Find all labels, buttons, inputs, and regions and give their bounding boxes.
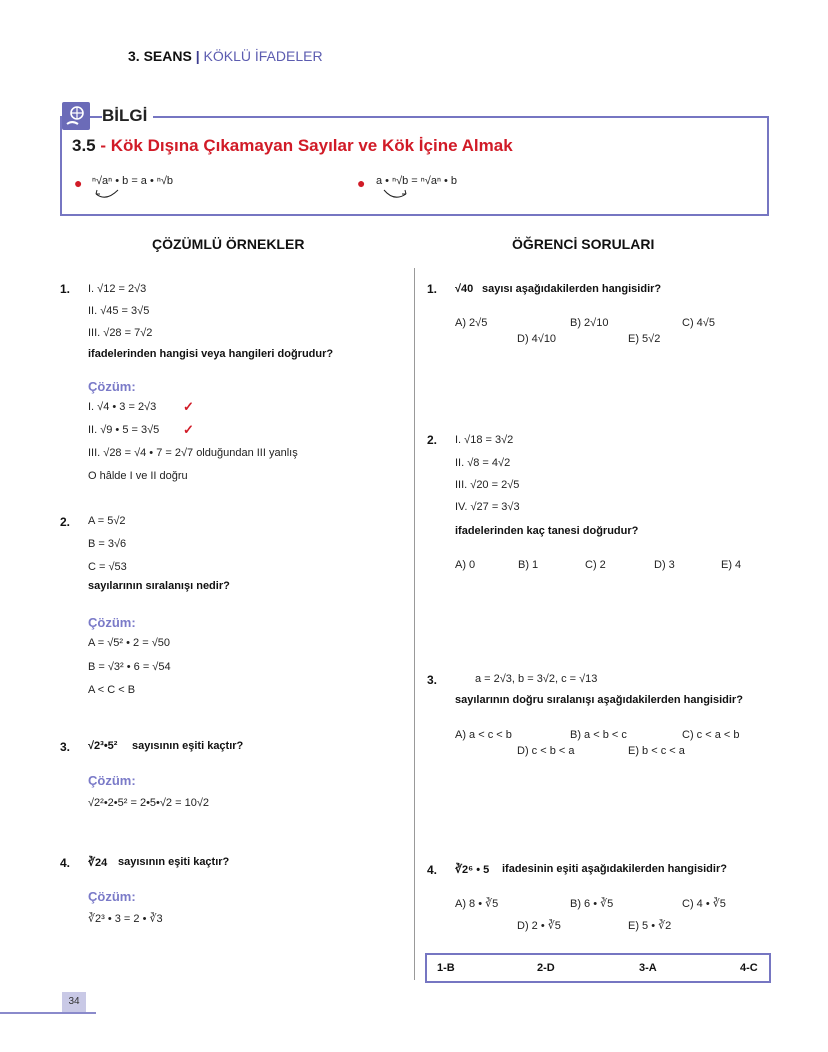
question-text: ifadelerinden hangisi veya hangileri doğrudur?: [88, 348, 334, 360]
answer-item: 2-D: [537, 962, 555, 974]
answer-item: 1-B: [437, 962, 455, 974]
statement: II. √8 = 4√2: [455, 457, 511, 469]
page-header: [128, 48, 323, 64]
info-globe-icon: [62, 102, 90, 130]
statement: I. √12 = 2√3: [88, 283, 147, 295]
solution-line: A = √5² • 2 = √50: [88, 637, 170, 649]
option-a[interactable]: A) a < c < b: [455, 729, 512, 741]
bullet-icon: ●: [74, 175, 83, 191]
question-number: 3.: [427, 673, 438, 687]
solution-line: √2²•2•5² = 2•5•√2 = 10√2: [88, 797, 209, 809]
solution-label: Çözüm:: [88, 615, 136, 630]
question-number: 1.: [427, 282, 438, 296]
statement: III. √28 = 7√2: [88, 327, 153, 339]
page-number: 34: [62, 992, 86, 1012]
option-e[interactable]: E) 4: [721, 559, 742, 571]
statement: II. √45 = 3√5: [88, 305, 150, 317]
statement: III. √20 = 2√5: [455, 479, 520, 491]
option-e[interactable]: E) b < c < a: [628, 745, 685, 757]
expression: √40: [455, 283, 474, 295]
statement: IV. √27 = 3√3: [455, 501, 520, 513]
option-c[interactable]: C) 2: [585, 559, 606, 571]
question-text: ifadelerinden kaç tanesi doğrudur?: [455, 525, 639, 537]
option-b[interactable]: B) a < b < c: [570, 729, 627, 741]
statement: A = 5√2: [88, 515, 126, 527]
question-text: sayılarının sıralanışı nedir?: [88, 580, 230, 592]
option-d[interactable]: D) 3: [654, 559, 675, 571]
question-text: sayısı aşağıdakilerden hangisidir?: [482, 283, 662, 295]
question-text: sayılarının doğru sıralanışı aşağıdakilerden hangisidir?: [455, 694, 743, 706]
option-a[interactable]: A) 8 • ∛5: [455, 898, 499, 910]
check-icon: ✓: [183, 399, 194, 414]
bullet-icon: ●: [357, 175, 366, 191]
topic-label: KÖKLÜ İFADELER: [203, 48, 323, 64]
formula-right: a • ⁿ√b = ⁿ√aⁿ • b: [376, 175, 458, 187]
section-heading: - Kök Dışına Çıkamayan Sayılar ve Kök İçine Almak: [100, 136, 513, 155]
arrow-icon: [380, 188, 410, 202]
answer-item: 3-A: [639, 962, 657, 974]
option-c[interactable]: C) 4 • ∛5: [682, 898, 726, 910]
answer-key: [425, 953, 771, 983]
option-d[interactable]: D) 2 • ∛5: [517, 920, 561, 932]
option-a[interactable]: A) 0: [455, 559, 476, 571]
question-text: ifadesinin eşiti aşağıdakilerden hangisidir?: [502, 863, 727, 875]
question-number: 4.: [60, 856, 71, 870]
option-b[interactable]: B) 2√10: [570, 317, 609, 329]
column-divider: [414, 268, 415, 980]
page-rule: [0, 1012, 96, 1014]
solved-examples-heading: ÇÖZÜMLÜ ÖRNEKLER: [152, 236, 305, 252]
answer-item: 4-C: [740, 962, 758, 974]
option-e[interactable]: E) 5√2: [628, 333, 661, 345]
statement: B = 3√6: [88, 538, 127, 550]
solution-label: Çözüm:: [88, 773, 136, 788]
student-questions-heading: ÖĞRENCİ SORULARI: [512, 236, 655, 252]
expression: a = 2√3, b = 3√2, c = √13: [475, 673, 598, 685]
question-number: 2.: [427, 433, 438, 447]
info-label: BİLGİ: [102, 106, 153, 126]
option-c[interactable]: C) 4√5: [682, 317, 715, 329]
solution-line: II. √9 • 5 = 3√5: [88, 424, 160, 436]
section-title: [72, 136, 513, 156]
seans-label: 3. SEANS: [128, 48, 192, 64]
solution-line: O hâlde I ve II doğru: [88, 470, 188, 482]
expression: ∛24: [88, 857, 108, 869]
info-rule: [158, 116, 764, 118]
check-icon: ✓: [183, 422, 194, 437]
info-box: [60, 116, 769, 216]
question-number: 3.: [60, 740, 71, 754]
solution-line: A < C < B: [88, 684, 136, 696]
expression: √2³•5²: [88, 740, 118, 752]
question-text: sayısının eşiti kaçtır?: [118, 856, 230, 868]
solution-label: Çözüm:: [88, 379, 136, 394]
option-c[interactable]: C) c < a < b: [682, 729, 740, 741]
solution-line: ∛2³ • 3 = 2 • ∛3: [88, 913, 163, 925]
option-a[interactable]: A) 2√5: [455, 317, 488, 329]
solution-line: I. √4 • 3 = 2√3: [88, 401, 157, 413]
option-d[interactable]: D) 4√10: [517, 333, 557, 345]
option-d[interactable]: D) c < b < a: [517, 745, 575, 757]
statement: C = √53: [88, 561, 127, 573]
arrow-icon: [92, 188, 122, 202]
solution-line: B = √3² • 6 = √54: [88, 661, 171, 673]
question-number: 1.: [60, 282, 71, 296]
solution-line: III. √28 = √4 • 7 = 2√7 olduğundan III yanlış: [88, 447, 298, 459]
option-e[interactable]: E) 5 • ∛2: [628, 920, 672, 932]
question-number: 2.: [60, 515, 71, 529]
statement: I. √18 = 3√2: [455, 434, 514, 446]
solution-label: Çözüm:: [88, 889, 136, 904]
question-text: sayısının eşiti kaçtır?: [132, 740, 244, 752]
expression: ∛2⁶ • 5: [455, 864, 490, 876]
option-b[interactable]: B) 1: [518, 559, 539, 571]
option-b[interactable]: B) 6 • ∛5: [570, 898, 614, 910]
formula-left: ⁿ√aⁿ • b = a • ⁿ√b: [92, 175, 174, 187]
section-number: 3.5: [72, 136, 96, 155]
question-number: 4.: [427, 863, 438, 877]
header-separator: |: [195, 48, 200, 64]
